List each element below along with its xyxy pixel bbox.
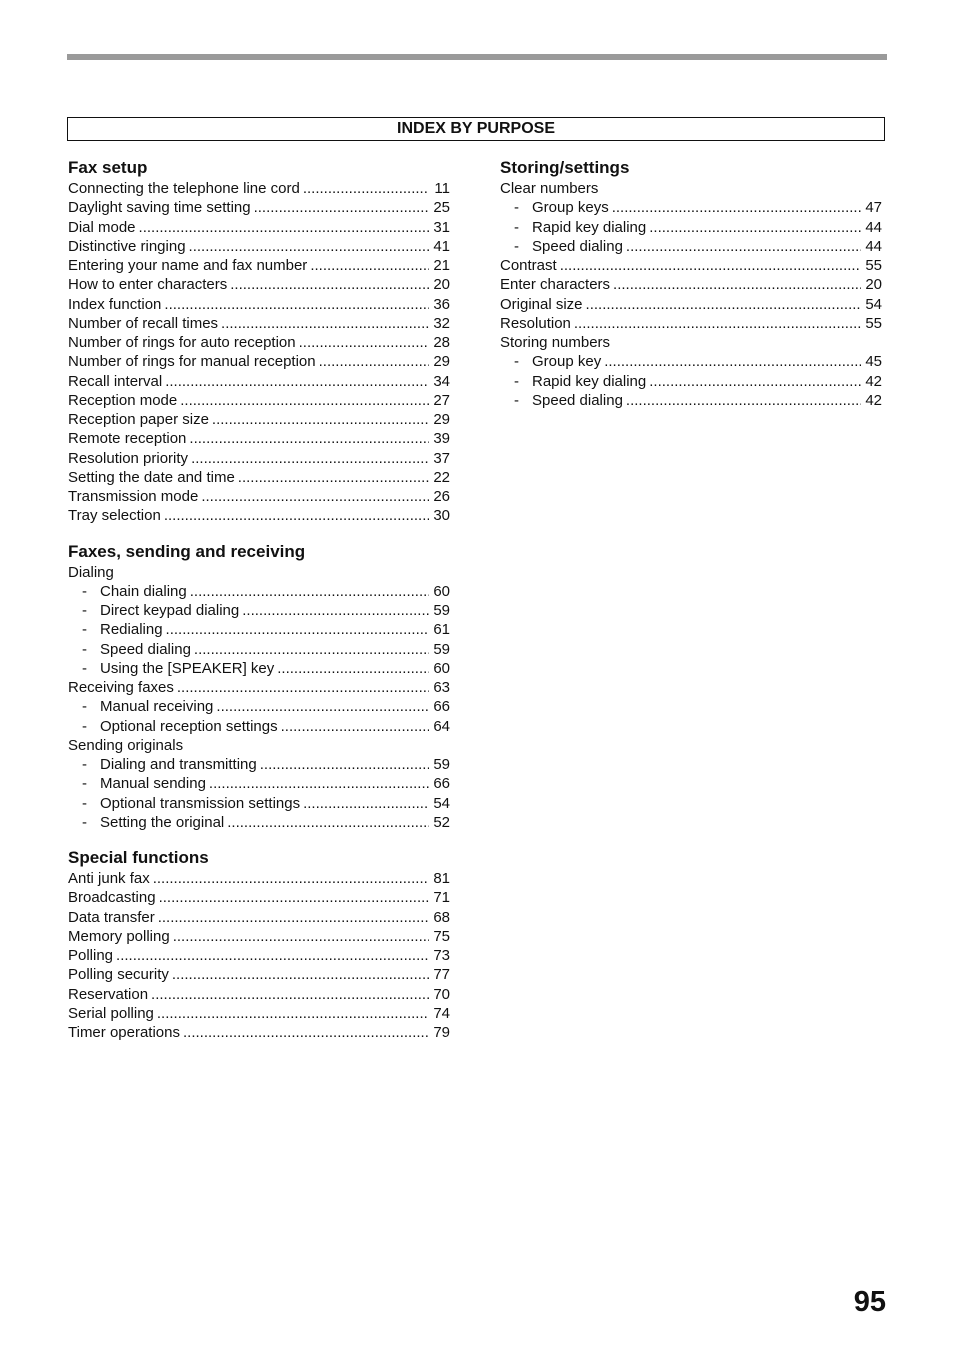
entry-page: 74 (433, 1004, 450, 1022)
entry-label: Polling security (68, 966, 169, 984)
entry-dash: - (514, 372, 519, 390)
entry-label: Manual receiving (100, 698, 214, 716)
dot-leader (158, 908, 429, 927)
index-entry (68, 927, 450, 946)
dot-leader (230, 275, 429, 294)
entry-label: Distinctive ringing (68, 237, 186, 255)
entry-label: Setting the original (100, 813, 225, 831)
entry-page: 59 (433, 756, 450, 773)
entry-label: Broadcasting (68, 889, 156, 907)
entry-page: 25 (433, 199, 450, 217)
entry-page: 30 (433, 507, 450, 525)
entry-page: 60 (433, 582, 450, 600)
entry-page: 26 (433, 488, 450, 505)
index-entry (68, 256, 450, 275)
dot-leader (183, 1023, 429, 1042)
entry-label: Rapid key dialing (532, 372, 647, 390)
entry-label: Direct keypad dialing (100, 602, 240, 619)
index-subentry (68, 774, 450, 793)
index-entry (68, 333, 450, 352)
entry-page: 73 (433, 947, 450, 964)
index-entry (68, 908, 450, 927)
entry-label: Resolution (500, 314, 571, 332)
index-entry (68, 352, 450, 371)
entry-label: Dialing and transmitting (100, 756, 257, 773)
index-section (500, 157, 882, 410)
entry-label: Remote reception (68, 430, 187, 448)
entry-dash: - (82, 698, 87, 716)
index-entry (68, 468, 450, 487)
entry-page: 42 (865, 372, 882, 390)
index-subentry (68, 620, 450, 639)
dot-leader (189, 429, 429, 448)
entry-label: Speed dialing (100, 640, 191, 658)
entry-label: Optional reception settings (100, 717, 278, 735)
entry-dash: - (514, 237, 519, 255)
entry-label: Recall interval (68, 372, 163, 390)
dot-leader (172, 965, 429, 984)
entry-page: 59 (433, 640, 450, 658)
index-entry (68, 295, 450, 314)
entry-page: 36 (433, 295, 450, 313)
dot-leader (139, 218, 429, 237)
entry-label: Entering your name and fax number (68, 257, 308, 274)
index-subentry (68, 697, 450, 716)
entry-label: Polling (68, 947, 114, 964)
entry-page: 41 (433, 237, 450, 255)
entry-page: 29 (433, 411, 450, 428)
entry-page: 27 (433, 391, 450, 409)
entry-label: Storing numbers (500, 334, 611, 351)
entry-page: 21 (433, 257, 450, 274)
index-entry (68, 237, 450, 256)
index-entry (68, 965, 450, 984)
entry-page: 44 (865, 237, 882, 255)
dot-leader (260, 755, 429, 774)
section-heading: Special functions (68, 848, 209, 867)
index-subentry (500, 237, 882, 256)
dot-leader (303, 179, 429, 198)
entry-label: Speed dialing (532, 391, 623, 409)
index-subentry (68, 601, 450, 620)
entry-page: 42 (865, 391, 882, 409)
entry-page: 55 (865, 314, 882, 332)
entry-label: Optional transmission settings (100, 794, 301, 812)
index-section (68, 157, 450, 526)
entry-label: Manual sending (100, 775, 206, 793)
dot-leader (221, 314, 429, 333)
index-subentry (68, 717, 450, 736)
index-entry (68, 275, 450, 294)
entry-page: 70 (433, 985, 450, 1003)
entry-page: 34 (433, 372, 450, 390)
index-entry (68, 563, 450, 582)
page-number: 95 (853, 1286, 886, 1318)
entry-dash: - (82, 640, 87, 658)
entry-dash: - (82, 659, 87, 677)
entry-dash: - (82, 717, 87, 735)
entry-label: Reservation (68, 985, 149, 1003)
entry-page: 22 (433, 468, 450, 486)
entry-label: How to enter characters (68, 276, 228, 294)
dot-leader (173, 927, 429, 946)
top-rule (67, 54, 887, 60)
entry-page: 71 (433, 889, 450, 907)
entry-page: 37 (433, 449, 450, 467)
dot-leader (159, 888, 429, 907)
entry-label: Dial mode (68, 218, 136, 236)
entry-page: 47 (865, 199, 882, 217)
left-column (68, 157, 450, 1057)
entry-page: 54 (433, 794, 450, 812)
index-entry (68, 1023, 450, 1042)
entry-dash: - (82, 582, 87, 600)
entry-label: Number of rings for manual reception (68, 353, 316, 371)
index-entry (68, 218, 450, 237)
index-entry (68, 391, 450, 410)
dot-leader (151, 985, 429, 1004)
entry-dash: - (514, 199, 519, 217)
entry-label: Setting the date and time (68, 468, 235, 486)
index-entry (68, 449, 450, 468)
entry-label: Timer operations (68, 1024, 180, 1041)
entry-label: Number of rings for auto reception (68, 334, 296, 351)
dot-leader (560, 256, 861, 275)
section-heading: Fax setup (68, 158, 148, 177)
dot-leader (153, 869, 429, 888)
entry-label: Sending originals (68, 736, 184, 754)
entry-label: Anti junk fax (68, 870, 150, 887)
index-subentry (500, 391, 882, 410)
index-entry (68, 487, 450, 506)
entry-label: Clear numbers (500, 180, 599, 197)
index-entry (68, 179, 450, 198)
entry-label: Speed dialing (532, 237, 623, 255)
index-subentry (68, 813, 450, 832)
dot-leader (166, 620, 429, 639)
index-entry (68, 372, 450, 391)
index-subentry (68, 755, 450, 774)
entry-page: 77 (433, 966, 450, 984)
entry-dash: - (82, 621, 87, 639)
entry-label: Serial polling (68, 1004, 154, 1022)
dot-leader (586, 295, 861, 314)
dot-leader (612, 198, 861, 217)
dot-leader (116, 946, 429, 965)
entry-page: 20 (433, 276, 450, 294)
dot-leader (299, 333, 429, 352)
entry-dash: - (82, 602, 87, 619)
dot-leader (242, 601, 429, 620)
dot-leader (189, 237, 429, 256)
dot-leader (310, 256, 429, 275)
index-subentry (68, 640, 450, 659)
dot-leader (190, 582, 429, 601)
entry-page: 28 (433, 334, 450, 351)
index-entry (68, 985, 450, 1004)
entry-label: Chain dialing (100, 582, 187, 600)
entry-page: 29 (433, 353, 450, 371)
index-subentry (500, 372, 882, 391)
index-entry (500, 333, 882, 352)
dot-leader (649, 218, 861, 237)
dot-leader (180, 391, 429, 410)
index-subentry (500, 352, 882, 371)
dot-leader (194, 640, 429, 659)
entry-label: Using the [SPEAKER] key (100, 659, 275, 677)
entry-label: Contrast (500, 257, 557, 274)
dot-leader (164, 295, 429, 314)
entry-dash: - (82, 794, 87, 812)
index-section (68, 541, 450, 833)
entry-dash: - (82, 775, 87, 793)
index-entry (68, 869, 450, 888)
index-subentry (68, 582, 450, 601)
dot-leader (216, 697, 429, 716)
index-subentry (68, 794, 450, 813)
dot-leader (227, 813, 429, 832)
dot-leader (238, 468, 429, 487)
dot-leader (191, 449, 429, 468)
entry-dash: - (514, 391, 519, 409)
entry-label: Group key (532, 353, 602, 371)
dot-leader (626, 237, 861, 256)
index-entry (500, 295, 882, 314)
entry-page: 63 (433, 679, 450, 696)
entry-page: 61 (433, 621, 450, 639)
entry-dash: - (514, 353, 519, 371)
dot-leader (254, 198, 429, 217)
entry-page: 39 (433, 430, 450, 448)
entry-page: 64 (433, 717, 450, 735)
entry-page: 68 (433, 908, 450, 926)
dot-leader (157, 1004, 429, 1023)
entry-page: 44 (865, 218, 882, 236)
entry-dash: - (514, 218, 519, 236)
right-column (500, 157, 882, 425)
index-entry (68, 736, 450, 755)
index-entry (68, 314, 450, 333)
dot-leader (209, 774, 429, 793)
entry-label: Data transfer (68, 908, 155, 926)
index-entry (500, 179, 882, 198)
entry-label: Receiving faxes (68, 679, 174, 696)
index-entry (500, 275, 882, 294)
entry-label: Memory polling (68, 927, 170, 945)
dot-leader (613, 275, 861, 294)
dot-leader (177, 678, 429, 697)
index-subentry (500, 198, 882, 217)
entry-page: 31 (433, 218, 450, 236)
dot-leader (604, 352, 861, 371)
index-entry (68, 429, 450, 448)
index-subentry (68, 659, 450, 678)
index-entry (500, 314, 882, 333)
dot-leader (164, 506, 429, 525)
entry-label: Dialing (68, 563, 114, 581)
dot-leader (201, 487, 429, 506)
entry-label: Tray selection (68, 507, 161, 525)
dot-leader (277, 659, 429, 678)
entry-page: 55 (865, 257, 882, 274)
entry-label: Original size (500, 295, 583, 313)
entry-page: 66 (433, 698, 450, 716)
entry-page: 45 (865, 353, 882, 371)
entry-label: Transmission mode (68, 488, 199, 505)
entry-label: Daylight saving time setting (68, 199, 251, 217)
dot-leader (212, 410, 429, 429)
index-entry (68, 506, 450, 525)
index-entry (68, 678, 450, 697)
entry-label: Resolution priority (68, 449, 189, 467)
entry-label: Index function (68, 295, 162, 313)
index-entry (68, 946, 450, 965)
entry-page: 79 (433, 1024, 450, 1041)
entry-page: 75 (433, 927, 450, 945)
entry-page: 60 (433, 659, 450, 677)
index-section (68, 847, 450, 1042)
entry-page: 11 (434, 180, 450, 197)
entry-dash: - (82, 756, 87, 773)
index-entry (500, 256, 882, 275)
index-title: INDEX BY PURPOSE (67, 117, 885, 141)
entry-page: 20 (865, 276, 882, 294)
dot-leader (319, 352, 429, 371)
entry-label: Reception mode (68, 391, 178, 409)
index-entry (68, 198, 450, 217)
entry-page: 54 (865, 295, 882, 313)
entry-dash: - (82, 813, 87, 831)
section-heading: Faxes, sending and receiving (68, 541, 306, 561)
dot-leader (574, 314, 861, 333)
entry-page: 32 (433, 314, 450, 332)
dot-leader (626, 391, 861, 410)
dot-leader (303, 794, 429, 813)
index-entry (68, 410, 450, 429)
entry-label: Group keys (532, 199, 609, 217)
entry-label: Enter characters (500, 276, 611, 294)
entry-page: 66 (433, 775, 450, 793)
entry-page: 59 (433, 602, 450, 619)
index-entry (68, 1004, 450, 1023)
dot-leader (649, 372, 861, 391)
index-subentry (500, 218, 882, 237)
entry-page: 52 (433, 813, 450, 831)
entry-label: Connecting the telephone line cord (68, 180, 300, 197)
dot-leader (165, 372, 429, 391)
entry-page: 81 (433, 870, 450, 887)
index-entry (68, 888, 450, 907)
dot-leader (281, 717, 429, 736)
entry-label: Rapid key dialing (532, 218, 647, 236)
entry-label: Reception paper size (68, 411, 209, 428)
entry-label: Redialing (100, 621, 163, 639)
section-heading: Storing/settings (500, 158, 630, 177)
entry-label: Number of recall times (68, 314, 219, 332)
